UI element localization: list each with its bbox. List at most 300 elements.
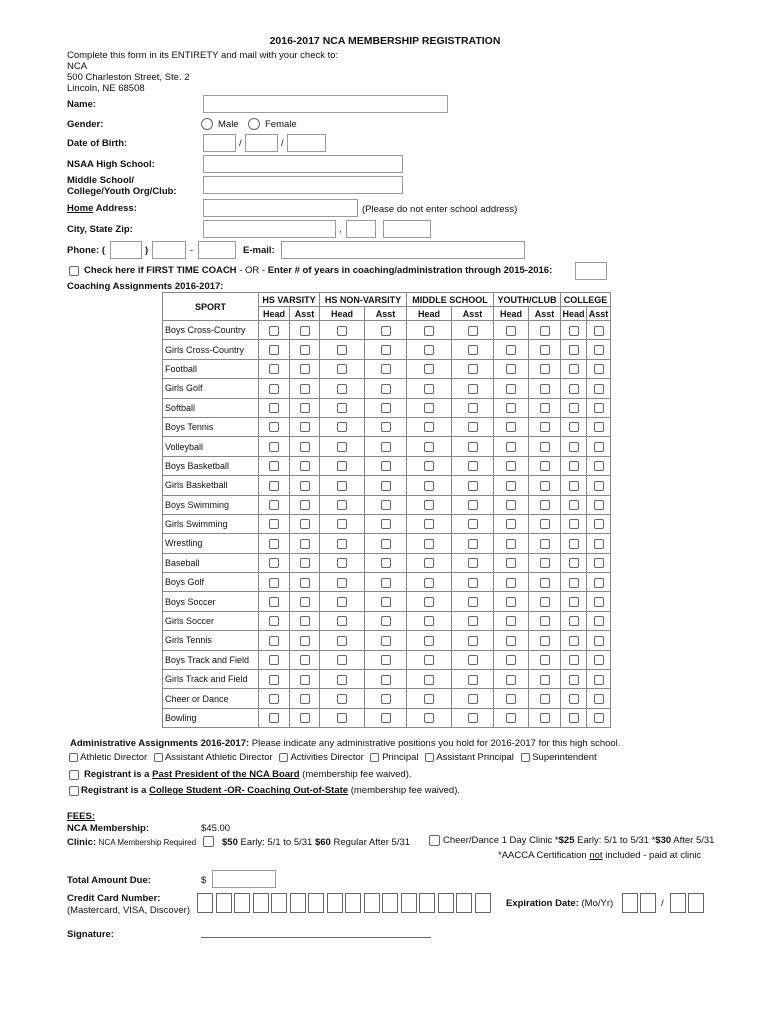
expiration-digit-box[interactable] [622,893,638,913]
assignment-checkbox[interactable] [381,655,391,665]
assignment-checkbox[interactable] [468,636,478,646]
first-time-coach-text [84,265,552,276]
assignment-checkbox[interactable] [424,694,434,704]
assignment-cell [259,321,290,340]
dob-day-field[interactable] [245,134,278,152]
phone-line-field[interactable] [198,241,236,259]
assignment-checkbox[interactable] [594,481,604,491]
assignment-checkbox[interactable] [569,597,579,607]
assignment-checkbox[interactable] [269,616,279,626]
assignment-checkbox[interactable] [337,403,347,413]
phone-area-field[interactable] [110,241,142,259]
assignment-checkbox[interactable] [506,519,516,529]
assignment-checkbox[interactable] [424,616,434,626]
assignment-checkbox[interactable] [337,558,347,568]
assignment-checkbox[interactable] [269,636,279,646]
assignment-checkbox[interactable] [468,578,478,588]
assignment-checkbox[interactable] [300,364,310,374]
assignment-checkbox[interactable] [269,481,279,491]
assignment-checkbox[interactable] [540,326,550,336]
principal-checkbox[interactable] [370,753,379,762]
assignment-checkbox[interactable] [468,558,478,568]
cheer-clinic-checkbox[interactable] [429,835,440,846]
assignment-cell [407,398,452,417]
assignment-checkbox[interactable] [540,442,550,452]
credit-card-digit-box[interactable] [419,893,435,913]
assignment-checkbox[interactable] [468,364,478,374]
assignment-checkbox[interactable] [381,616,391,626]
assignment-checkbox[interactable] [569,442,579,452]
assignment-checkbox[interactable] [594,636,604,646]
assignment-checkbox[interactable] [540,345,550,355]
assignment-checkbox[interactable] [424,481,434,491]
total-amount-field[interactable] [212,870,276,888]
assignment-checkbox[interactable] [506,461,516,471]
assignment-checkbox[interactable] [569,403,579,413]
assignment-checkbox[interactable] [381,345,391,355]
assignment-checkbox[interactable] [468,442,478,452]
assignment-checkbox[interactable] [506,675,516,685]
assignment-checkbox[interactable] [540,384,550,394]
assignment-checkbox[interactable] [506,442,516,452]
credit-card-digit-box[interactable] [475,893,491,913]
assignment-checkbox[interactable] [269,578,279,588]
assignment-cell [320,670,365,689]
assignment-cell [452,689,494,708]
assignment-checkbox[interactable] [594,675,604,685]
assignment-checkbox[interactable] [506,694,516,704]
assignment-checkbox[interactable] [424,422,434,432]
email-field[interactable] [281,241,525,259]
dob-separator: / [239,138,242,149]
assignment-checkbox[interactable] [424,675,434,685]
assignment-checkbox[interactable] [424,519,434,529]
assignment-checkbox[interactable] [300,403,310,413]
dob-year-field[interactable] [287,134,326,152]
assignment-cell [529,553,561,572]
assignment-checkbox[interactable] [337,500,347,510]
assignment-checkbox[interactable] [506,345,516,355]
assignment-checkbox[interactable] [381,442,391,452]
assignment-checkbox[interactable] [269,326,279,336]
credit-card-digit-box[interactable] [401,893,417,913]
assignment-checkbox[interactable] [381,675,391,685]
assignment-checkbox[interactable] [468,384,478,394]
assignment-checkbox[interactable] [540,694,550,704]
assignment-checkbox[interactable] [540,616,550,626]
assignment-checkbox[interactable] [594,403,604,413]
assignment-checkbox[interactable] [594,655,604,665]
assignment-checkbox[interactable] [506,422,516,432]
assignment-checkbox[interactable] [468,539,478,549]
assignment-checkbox[interactable] [424,655,434,665]
assignment-checkbox[interactable] [269,384,279,394]
assignment-cell [494,534,529,553]
assignment-checkbox[interactable] [594,326,604,336]
assignment-checkbox[interactable] [506,655,516,665]
assignment-checkbox[interactable] [269,597,279,607]
assignment-checkbox[interactable] [506,500,516,510]
assignment-checkbox[interactable] [540,519,550,529]
assignment-checkbox[interactable] [540,403,550,413]
assignment-checkbox[interactable] [506,384,516,394]
assignment-checkbox[interactable] [269,713,279,723]
assignment-cell [529,321,561,340]
assignment-checkbox[interactable] [269,442,279,452]
cheer-regular-price: $30 [655,835,672,846]
assignment-checkbox[interactable] [594,558,604,568]
assignment-checkbox[interactable] [300,442,310,452]
assignment-checkbox[interactable] [269,539,279,549]
signature-line[interactable] [201,937,431,938]
coaching-assignments-table [162,292,611,728]
credit-card-digit-box[interactable] [253,893,269,913]
assignment-checkbox[interactable] [337,481,347,491]
assignment-checkbox[interactable] [300,500,310,510]
assignment-checkbox[interactable] [506,578,516,588]
assignment-checkbox[interactable] [540,675,550,685]
assistant-principal-checkbox[interactable] [425,753,434,762]
assignment-checkbox[interactable] [506,558,516,568]
admin-position-label: Superintendent [532,752,597,763]
assignment-checkbox[interactable] [424,345,434,355]
assignment-checkbox[interactable] [337,461,347,471]
assignment-checkbox[interactable] [337,694,347,704]
credit-card-digit-box[interactable] [364,893,380,913]
assignment-checkbox[interactable] [506,636,516,646]
credit-card-digit-box[interactable] [271,893,287,913]
assignment-checkbox[interactable] [300,636,310,646]
assignment-checkbox[interactable] [468,345,478,355]
assignment-checkbox[interactable] [468,403,478,413]
assignment-checkbox[interactable] [569,558,579,568]
assignment-checkbox[interactable] [269,500,279,510]
assignment-checkbox[interactable] [540,558,550,568]
past-president-checkbox[interactable] [69,770,79,780]
assignment-checkbox[interactable] [300,713,310,723]
assignment-checkbox[interactable] [569,384,579,394]
assignment-checkbox[interactable] [540,636,550,646]
credit-card-digit-box[interactable] [327,893,343,913]
assignment-checkbox[interactable] [540,539,550,549]
admin-note: Please indicate any administrative positions you hold for 2016-2017 for this high school. [249,738,621,749]
assignment-checkbox[interactable] [337,442,347,452]
assignment-checkbox[interactable] [381,326,391,336]
assignment-checkbox[interactable] [594,345,604,355]
first-time-or: - OR - [236,265,268,276]
assignment-checkbox[interactable] [594,713,604,723]
city-field[interactable] [203,220,336,238]
assignment-checkbox[interactable] [300,519,310,529]
assignment-checkbox[interactable] [337,597,347,607]
assignment-cell [290,611,320,630]
credit-card-digit-box[interactable] [345,893,361,913]
assignment-checkbox[interactable] [269,694,279,704]
credit-card-sub: (Mastercard, VISA, Discover) [67,905,190,916]
assignment-checkbox[interactable] [594,616,604,626]
expiration-digit-box[interactable] [640,893,656,913]
assignment-checkbox[interactable] [569,675,579,685]
clinic-early-price: $50 [222,837,238,848]
assignment-checkbox[interactable] [468,461,478,471]
assignment-checkbox[interactable] [381,384,391,394]
assignment-checkbox[interactable] [506,364,516,374]
assignment-checkbox[interactable] [594,461,604,471]
nsaa-field[interactable] [203,155,403,173]
assignment-cell [529,573,561,592]
assignment-checkbox[interactable] [540,597,550,607]
expiration-digit-box[interactable] [670,893,686,913]
assignment-checkbox[interactable] [424,558,434,568]
expiration-digit-box[interactable] [688,893,704,913]
assignment-checkbox[interactable] [337,616,347,626]
assignment-cell [561,553,587,572]
assignment-checkbox[interactable] [337,578,347,588]
assignment-checkbox[interactable] [300,597,310,607]
assignment-checkbox[interactable] [468,616,478,626]
assignment-checkbox[interactable] [468,694,478,704]
assignment-checkbox[interactable] [506,616,516,626]
assignment-checkbox[interactable] [569,655,579,665]
assignment-cell [494,553,529,572]
assignment-checkbox[interactable] [381,694,391,704]
college-student-checkbox[interactable] [69,786,79,796]
assignment-checkbox[interactable] [337,655,347,665]
dob-month-field[interactable] [203,134,236,152]
assignment-checkbox[interactable] [569,713,579,723]
assignment-checkbox[interactable] [468,675,478,685]
athletic-director-checkbox[interactable] [69,753,78,762]
activities-director-checkbox[interactable] [279,753,288,762]
assignment-checkbox[interactable] [594,500,604,510]
assignment-checkbox[interactable] [269,655,279,665]
assignment-checkbox[interactable] [569,539,579,549]
assignment-checkbox[interactable] [337,345,347,355]
assignment-checkbox[interactable] [468,713,478,723]
assignment-checkbox[interactable] [424,384,434,394]
middle-school-field[interactable] [203,176,403,194]
assignment-checkbox[interactable] [594,384,604,394]
head-header: Head [259,307,290,321]
assignment-checkbox[interactable] [569,364,579,374]
assignment-cell [290,689,320,708]
assignment-checkbox[interactable] [381,422,391,432]
assignment-checkbox[interactable] [540,713,550,723]
assignment-checkbox[interactable] [569,481,579,491]
assignment-cell [365,379,407,398]
assignment-checkbox[interactable] [300,345,310,355]
assignment-checkbox[interactable] [569,422,579,432]
assignment-checkbox[interactable] [594,422,604,432]
credit-card-digit-box[interactable] [216,893,232,913]
credit-card-digit-box[interactable] [290,893,306,913]
assignment-checkbox[interactable] [540,481,550,491]
assignment-checkbox[interactable] [424,403,434,413]
female-radio[interactable] [248,118,260,130]
assignment-checkbox[interactable] [381,481,391,491]
assignment-checkbox[interactable] [540,578,550,588]
state-field[interactable] [346,220,376,238]
assignment-checkbox[interactable] [300,694,310,704]
assignment-checkbox[interactable] [569,461,579,471]
assignment-checkbox[interactable] [540,422,550,432]
assignment-checkbox[interactable] [269,422,279,432]
assignment-checkbox[interactable] [506,713,516,723]
credit-card-digit-box[interactable] [197,893,213,913]
assignment-cell [587,631,611,650]
assignment-checkbox[interactable] [300,675,310,685]
superintendent-checkbox[interactable] [521,753,530,762]
assignment-checkbox[interactable] [337,384,347,394]
assignment-checkbox[interactable] [468,481,478,491]
assignment-checkbox[interactable] [381,500,391,510]
assignment-checkbox[interactable] [300,326,310,336]
head-header: Head [494,307,529,321]
assignment-checkbox[interactable] [540,461,550,471]
table-row [163,650,611,669]
assignment-checkbox[interactable] [269,558,279,568]
credit-card-digit-box[interactable] [438,893,454,913]
years-coaching-field[interactable] [575,262,607,280]
assignment-checkbox[interactable] [381,461,391,471]
assignment-checkbox[interactable] [468,500,478,510]
phone-paren: ) [145,245,149,256]
male-radio[interactable] [201,118,213,130]
assignment-checkbox[interactable] [424,636,434,646]
assignment-checkbox[interactable] [594,364,604,374]
assignment-checkbox[interactable] [424,461,434,471]
assignment-checkbox[interactable] [381,519,391,529]
assignment-checkbox[interactable] [269,519,279,529]
assignment-checkbox[interactable] [540,364,550,374]
first-time-coach-checkbox[interactable] [69,266,79,276]
assignment-checkbox[interactable] [569,636,579,646]
assignment-checkbox[interactable] [424,597,434,607]
assignment-checkbox[interactable] [506,597,516,607]
assignment-checkbox[interactable] [506,481,516,491]
sport-name: Football [163,359,259,378]
assignment-checkbox[interactable] [337,539,347,549]
assignment-checkbox[interactable] [381,636,391,646]
assignment-cell [259,611,290,630]
sport-name: Girls Cross-Country [163,340,259,359]
assignment-checkbox[interactable] [381,364,391,374]
assignment-checkbox[interactable] [424,364,434,374]
assignment-checkbox[interactable] [269,364,279,374]
assignment-checkbox[interactable] [300,539,310,549]
assignment-checkbox[interactable] [569,694,579,704]
assignment-checkbox[interactable] [424,539,434,549]
assignment-checkbox[interactable] [381,597,391,607]
assignment-cell [407,456,452,475]
assignment-cell [587,359,611,378]
assignment-checkbox[interactable] [269,345,279,355]
assignment-checkbox[interactable] [424,713,434,723]
assignment-cell [365,611,407,630]
assignment-cell [529,340,561,359]
asst-header: Asst [587,307,611,321]
assignment-cell [365,573,407,592]
assignment-checkbox[interactable] [506,403,516,413]
assignment-checkbox[interactable] [337,422,347,432]
credit-card-digit-box[interactable] [234,893,250,913]
assignment-checkbox[interactable] [300,578,310,588]
assignment-checkbox[interactable] [594,694,604,704]
assignment-checkbox[interactable] [569,345,579,355]
assignment-checkbox[interactable] [594,597,604,607]
admin-position-label: Athletic Director [80,752,148,763]
assignment-checkbox[interactable] [269,403,279,413]
clinic-checkbox[interactable] [203,836,214,847]
assignment-checkbox[interactable] [381,539,391,549]
assignment-checkbox[interactable] [381,558,391,568]
assignment-checkbox[interactable] [569,578,579,588]
zip-field[interactable] [383,220,431,238]
assignment-checkbox[interactable] [506,539,516,549]
assignment-checkbox[interactable] [540,655,550,665]
assignment-checkbox[interactable] [569,616,579,626]
assignment-checkbox[interactable] [300,384,310,394]
assignment-checkbox[interactable] [337,713,347,723]
assignment-checkbox[interactable] [468,422,478,432]
credit-card-digit-box[interactable] [308,893,324,913]
assignment-checkbox[interactable] [506,326,516,336]
assignment-checkbox[interactable] [300,422,310,432]
assignment-checkbox[interactable] [337,519,347,529]
assignment-checkbox[interactable] [468,326,478,336]
assignment-checkbox[interactable] [337,675,347,685]
name-field[interactable] [203,95,448,113]
assignment-checkbox[interactable] [424,442,434,452]
assignment-checkbox[interactable] [540,500,550,510]
phone-prefix-field[interactable] [152,241,186,259]
assignment-checkbox[interactable] [594,442,604,452]
assignment-checkbox[interactable] [300,481,310,491]
home-address-field[interactable] [203,199,358,217]
assignment-checkbox[interactable] [337,364,347,374]
assignment-checkbox[interactable] [594,519,604,529]
assignment-checkbox[interactable] [300,655,310,665]
credit-card-digit-box[interactable] [456,893,472,913]
assignment-checkbox[interactable] [381,403,391,413]
assignment-checkbox[interactable] [269,675,279,685]
assignment-checkbox[interactable] [381,578,391,588]
assignment-checkbox[interactable] [569,500,579,510]
assignment-cell [587,534,611,553]
assignment-cell [290,417,320,436]
assignment-checkbox[interactable] [300,616,310,626]
assignment-checkbox[interactable] [468,655,478,665]
assignment-checkbox[interactable] [337,326,347,336]
assignment-checkbox[interactable] [300,461,310,471]
assignment-checkbox[interactable] [569,519,579,529]
assignment-checkbox[interactable] [424,500,434,510]
assignment-checkbox[interactable] [381,713,391,723]
assignment-checkbox[interactable] [300,558,310,568]
assignment-checkbox[interactable] [468,519,478,529]
assignment-checkbox[interactable] [594,539,604,549]
assignment-checkbox[interactable] [269,461,279,471]
assignment-checkbox[interactable] [468,597,478,607]
assistant-athletic-director-checkbox[interactable] [154,753,163,762]
assignment-checkbox[interactable] [594,578,604,588]
assignment-checkbox[interactable] [424,578,434,588]
credit-card-digit-box[interactable] [382,893,398,913]
assignment-checkbox[interactable] [569,326,579,336]
assignment-checkbox[interactable] [424,326,434,336]
admin-position-label: Assistant Athletic Director [164,752,273,763]
assignment-checkbox[interactable] [337,636,347,646]
